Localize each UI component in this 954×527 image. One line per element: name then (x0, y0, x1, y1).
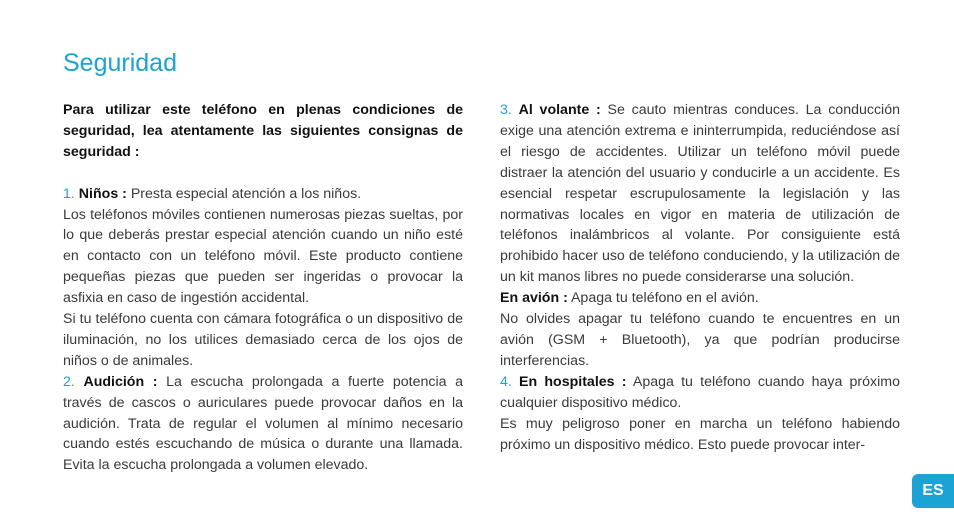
section-avion (500, 288, 900, 309)
section-lead: Apaga tu teléfono en el avión. (570, 290, 759, 307)
section-number: 2. (63, 373, 75, 390)
section-audicion (63, 372, 463, 477)
paragraph: No olvides apagar tu teléfono cuando te encuentres en un avión (GSM + Bluetooth), ya que podrían producirse interferencias. (500, 311, 900, 369)
section-heading: Niños : (78, 185, 127, 202)
section-lead: Presta especial atención a los niños. (130, 185, 362, 202)
section-number: 4. (500, 373, 512, 390)
section-heading: Audición : (83, 373, 158, 390)
section-heading: En avión : (500, 290, 568, 307)
paragraph: Los teléfonos móviles contienen numerosas piezas sueltas, por lo que deberás prestar especial atención cuando un niño esté en contacto con un teléfono móvil. Este producto contiene pequeñas piezas que pueden ser ingeridas o provocar la asfixia en caso de ingestión accidental. (63, 206, 463, 307)
right-column (500, 100, 900, 455)
section-lead: La escucha prolongada a fuerte potencia a través de cascos o auriculares puede provocar daños en la audición. Trata de regular el volumen al mínimo necesario cuando estés escuchando de música o durante una llamada. Evita la escucha prolongada a volumen elevado. (63, 373, 463, 474)
intro-text: Para utilizar este teléfono en plenas condiciones de seguridad, lea atentamente las siguientes consignas de seguridad : (63, 102, 463, 160)
section-heading: En hospitales : (519, 373, 627, 390)
left-column (63, 100, 463, 476)
section-ninos (63, 184, 463, 205)
section-lead: Se cauto mientras conduces. La conducción exige una atención extrema e ininterrumpida, reduciéndose así el riesgo de accidentes. Utilizar un teléfono móvil puede distraer la atención del usuario y conducirle a un accidente. Es esencial respetar escrupulosamente la legislación y las normativas locales en vigor en materia de utilización de teléfonos inalámbricos al volante. Por consiguiente está prohibido hacer uso de teléfono conduciendo, y la utilización de un kit manos libres no puede considerarse una solución. (500, 102, 900, 286)
section-heading: Al volante : (518, 102, 601, 118)
section-volante (500, 100, 900, 288)
section-lead: Apaga tu teléfono cuando haya próximo cualquier dispositivo médico. (500, 373, 900, 411)
paragraph: Es muy peligroso poner en marcha un teléfono habiendo próximo un dispositivo médico. Esto puede provocar inter- (500, 415, 900, 453)
paragraph: Si tu teléfono cuenta con cámara fotográfica o un dispositivo de iluminación, no los utilices demasiado cerca de los ojos de niños o de animales. (63, 311, 463, 369)
page-title: Seguridad (63, 49, 177, 77)
section-number: 3. (500, 102, 512, 118)
section-number: 1. (63, 185, 75, 202)
language-badge: ES (912, 474, 954, 508)
section-hospitales (500, 372, 900, 414)
